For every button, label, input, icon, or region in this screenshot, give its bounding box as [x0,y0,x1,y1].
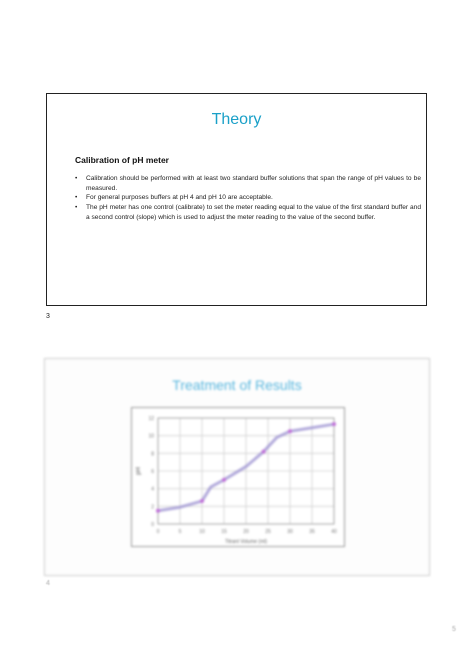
x-tick-label: 30 [287,529,293,535]
slide-title: Treatment of Results [172,377,302,393]
bullet-text: For general purposes buffers at pH 4 and pH 10 are acceptable. [86,194,273,202]
theory-slide [46,93,427,306]
x-axis-label: Titrant Volume (ml) [224,539,268,545]
y-tick-label: 2 [151,504,154,511]
x-tick-label: 0 [156,529,160,535]
corner-page-mark: 5 [452,626,456,633]
list-item [75,203,421,222]
page-number: 4 [46,580,50,587]
y-tick-label: 4 [151,486,154,493]
chart-svg [132,408,346,548]
data-point [156,509,160,513]
y-tick-label: 8 [151,451,154,458]
slide-subtitle: Calibration of pH meter [75,155,169,165]
data-point [288,429,292,433]
results-slide [44,358,430,576]
x-tick-label: 40 [331,529,337,535]
list-item [75,193,421,203]
y-axis-label: pH [136,467,142,475]
x-tick-label: 10 [199,529,205,535]
x-tick-label: 35 [309,529,315,535]
x-tick-label: 20 [243,529,249,535]
y-tick-label: 10 [148,433,154,440]
x-tick-label: 25 [265,529,271,535]
data-point [262,450,266,454]
bullet-icon: • [75,204,78,212]
data-point [222,478,226,482]
bullet-icon: • [75,194,78,202]
y-tick-label: 0 [151,522,154,528]
data-point [332,422,336,426]
data-point [200,499,204,503]
bullet-list [75,174,421,223]
bullet-text: Calibration should be performed with at least two standard buffer solutions that span the range of pH values to be measured. [86,175,421,192]
y-tick-label: 12 [148,416,154,422]
bullet-text: The pH meter has one control (calibrate) to set the meter reading equal to the value of the first standard buffer and a second control (slope) which is used to adjust the meter reading to the value of the second buffer. [86,204,421,221]
y-tick-label: 6 [151,469,154,475]
x-tick-label: 5 [178,529,182,535]
slide-title: Theory [211,111,262,128]
titration-chart [131,407,345,547]
page-number: 3 [46,313,50,320]
x-tick-label: 15 [221,529,227,535]
bullet-icon: • [75,175,78,182]
list-item [75,174,421,193]
